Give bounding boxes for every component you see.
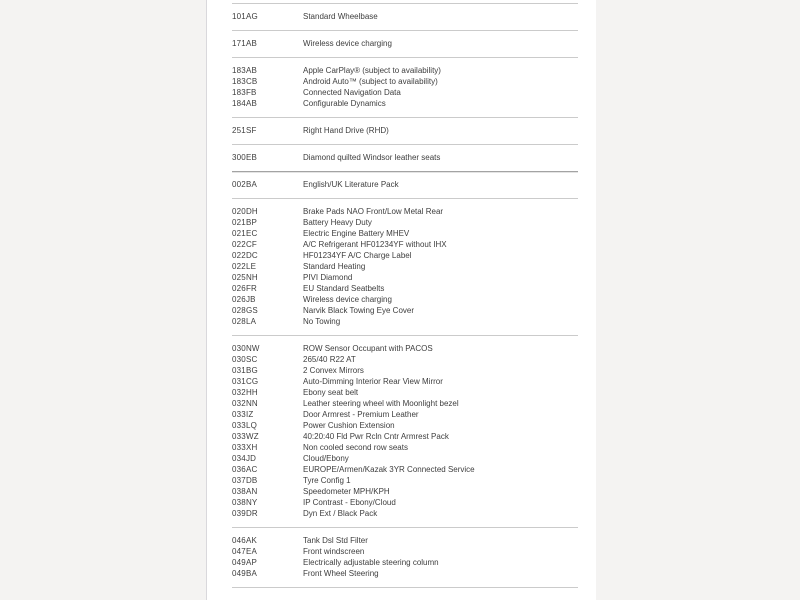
option-code: 183FB	[232, 88, 257, 97]
option-code: 030SC	[232, 355, 258, 364]
option-row	[232, 179, 578, 190]
option-row	[232, 475, 578, 486]
option-code: 022CF	[232, 240, 258, 249]
option-code: 021BP	[232, 218, 258, 227]
option-code: 183CB	[232, 77, 258, 86]
option-code: 101AG	[232, 12, 258, 21]
option-code: 028GS	[232, 306, 258, 315]
option-row	[232, 354, 578, 365]
option-code: 049AP	[232, 558, 258, 567]
option-row	[232, 387, 578, 398]
option-description: Wireless device charging	[303, 39, 392, 48]
option-code: 047EA	[232, 547, 258, 556]
option-row	[232, 206, 578, 217]
option-code: 039DR	[232, 509, 258, 518]
option-code: 036AC	[232, 465, 258, 474]
option-row	[232, 568, 578, 579]
option-code: 046AK	[232, 536, 258, 545]
option-code: 032HH	[232, 388, 258, 397]
option-row	[232, 152, 578, 163]
option-description: Battery Heavy Duty	[303, 218, 372, 227]
option-row	[232, 464, 578, 475]
option-description: Right Hand Drive (RHD)	[303, 126, 389, 135]
option-code: 020DH	[232, 207, 258, 216]
option-code: 184AB	[232, 99, 258, 108]
option-description: English/UK Literature Pack	[303, 180, 399, 189]
option-code: 031BG	[232, 366, 258, 375]
option-code: 251SF	[232, 126, 257, 135]
option-code: 033WZ	[232, 432, 259, 441]
option-code: 032NN	[232, 399, 258, 408]
option-description: HF01234YF A/C Charge Label	[303, 251, 412, 260]
option-group	[232, 144, 578, 171]
option-code: 028LA	[232, 317, 257, 326]
option-row	[232, 239, 578, 250]
option-row	[232, 420, 578, 431]
option-row	[232, 398, 578, 409]
option-row	[232, 98, 578, 109]
option-row	[232, 365, 578, 376]
option-code: 021EC	[232, 229, 258, 238]
option-description: Power Cushion Extension	[303, 421, 395, 430]
option-description: Wireless device charging	[303, 295, 392, 304]
option-description: Diamond quilted Windsor leather seats	[303, 153, 441, 162]
option-code: 002BA	[232, 180, 258, 189]
option-code: 025NH	[232, 273, 258, 282]
option-row	[232, 272, 578, 283]
option-row	[232, 376, 578, 387]
option-description: Auto-Dimming Interior Rear View Mirror	[303, 377, 443, 386]
option-code: 038NY	[232, 498, 258, 507]
option-description: Narvik Black Towing Eye Cover	[303, 306, 415, 315]
option-description: Android Auto™ (subject to availability)	[303, 77, 438, 86]
option-row	[232, 497, 578, 508]
option-group	[232, 335, 578, 527]
option-list	[232, 0, 578, 588]
option-description: Electrically adjustable steering column	[303, 558, 439, 567]
option-row	[232, 228, 578, 239]
option-code: 033IZ	[232, 410, 254, 419]
option-group	[232, 198, 578, 335]
option-row	[232, 250, 578, 261]
option-description: Cloud/Ebony	[303, 454, 349, 463]
option-description: Front Wheel Steering	[303, 569, 379, 578]
option-description: 40:20:40 Fld Pwr Rcln Cntr Armrest Pack	[303, 432, 449, 441]
option-description: Electric Engine Battery MHEV	[303, 229, 410, 238]
option-description: EU Standard Seatbelts	[303, 284, 385, 293]
option-description: 265/40 R22 AT	[303, 355, 356, 364]
option-row	[232, 486, 578, 497]
option-description: Leather steering wheel with Moonlight bezel	[303, 399, 459, 408]
option-row	[232, 11, 578, 22]
option-row	[232, 217, 578, 228]
option-description: Connected Navigation Data	[303, 88, 401, 97]
option-row	[232, 409, 578, 420]
option-row	[232, 546, 578, 557]
option-row	[232, 557, 578, 568]
option-row	[232, 431, 578, 442]
option-code: 038AN	[232, 487, 258, 496]
option-description: A/C Refrigerant HF01234YF without IHX	[303, 240, 447, 249]
option-row	[232, 453, 578, 464]
option-description: Tank Dsl Std Filter	[303, 536, 368, 545]
option-description: Front windscreen	[303, 547, 365, 556]
option-row	[232, 535, 578, 546]
option-code: 026FR	[232, 284, 258, 293]
option-row	[232, 87, 578, 98]
option-row	[232, 125, 578, 136]
option-code: 034JD	[232, 454, 257, 463]
option-row	[232, 343, 578, 354]
option-group	[232, 30, 578, 57]
option-code: 030NW	[232, 344, 260, 353]
option-description: Door Armrest - Premium Leather	[303, 410, 419, 419]
option-description: PIVI Diamond	[303, 273, 353, 282]
option-code: 026JB	[232, 295, 256, 304]
option-description: Speedometer MPH/KPH	[303, 487, 390, 496]
option-code: 037DB	[232, 476, 258, 485]
option-row	[232, 508, 578, 519]
option-row	[232, 316, 578, 327]
option-description: Non cooled second row seats	[303, 443, 408, 452]
option-row	[232, 283, 578, 294]
option-row	[232, 442, 578, 453]
option-description: IP Contrast - Ebony/Cloud	[303, 498, 396, 507]
option-code: 049BA	[232, 569, 258, 578]
option-code: 022DC	[232, 251, 258, 260]
option-group	[232, 3, 578, 30]
option-description: Apple CarPlay® (subject to availability)	[303, 66, 441, 75]
option-code: 183AB	[232, 66, 258, 75]
option-group	[232, 171, 578, 198]
option-description: EUROPE/Armen/Kazak 3YR Connected Service	[303, 465, 475, 474]
options-sheet	[206, 0, 596, 600]
option-row	[232, 305, 578, 316]
option-row	[232, 38, 578, 49]
option-row	[232, 65, 578, 76]
option-row	[232, 294, 578, 305]
option-code: 171AB	[232, 39, 258, 48]
option-code: 300EB	[232, 153, 258, 162]
option-description: Standard Wheelbase	[303, 12, 378, 21]
option-description: Configurable Dynamics	[303, 99, 386, 108]
option-description: No Towing	[303, 317, 341, 326]
option-group	[232, 527, 578, 587]
option-code: 033LQ	[232, 421, 258, 430]
option-description: Tyre Config 1	[303, 476, 351, 485]
option-row	[232, 261, 578, 272]
option-group	[232, 117, 578, 144]
option-code: 033XH	[232, 443, 258, 452]
option-description: Dyn Ext / Black Pack	[303, 509, 378, 518]
option-description: Ebony seat belt	[303, 388, 359, 397]
option-description: 2 Convex Mirrors	[303, 366, 364, 375]
option-description: Brake Pads NAO Front/Low Metal Rear	[303, 207, 444, 216]
option-group	[232, 57, 578, 117]
option-code: 031CG	[232, 377, 259, 386]
option-code: 022LE	[232, 262, 257, 271]
bottom-divider	[232, 587, 578, 588]
option-description: ROW Sensor Occupant with PACOS	[303, 344, 433, 353]
option-row	[232, 76, 578, 87]
option-description: Standard Heating	[303, 262, 366, 271]
